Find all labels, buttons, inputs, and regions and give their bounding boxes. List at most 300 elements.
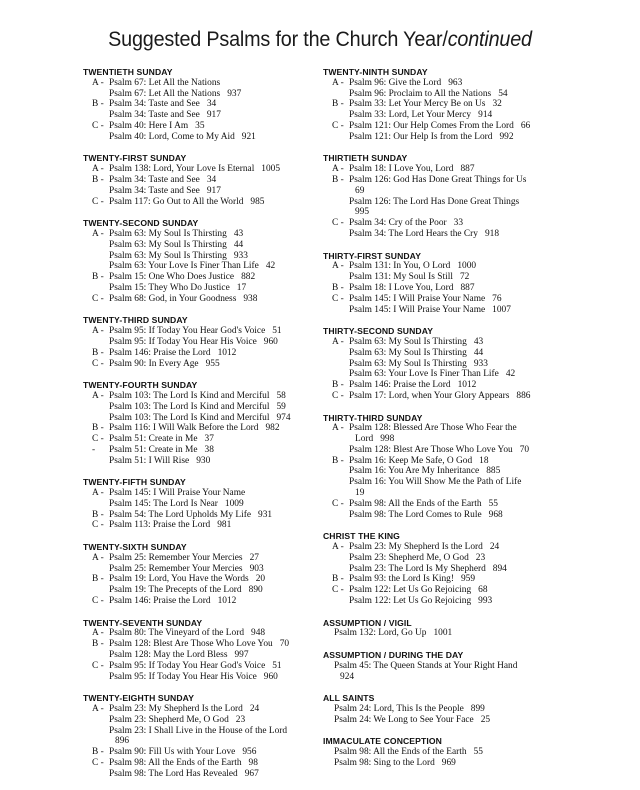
hymnal-number: 894: [492, 563, 507, 574]
section-twenty-fourth-sunday: [83, 380, 313, 466]
psalm-entry: [323, 574, 563, 585]
psalm-title: Psalm 25: Remember Your Mercies: [109, 563, 243, 574]
psalm-title: Psalm 98: All the Ends of the Earth: [334, 747, 467, 758]
psalm-title: Psalm 146: Praise the Lord: [109, 596, 211, 607]
section-twenty-second-sunday: [83, 218, 313, 304]
psalm-entry: [323, 661, 563, 683]
cycle-letter: C -: [92, 293, 104, 304]
section-thirty-third-sunday: [323, 413, 563, 521]
psalm-entry: [83, 726, 313, 748]
psalm-entry: [323, 359, 563, 370]
psalm-title: Psalm 63: My Soul Is Thirsting: [109, 250, 227, 261]
psalm-entry: [323, 89, 563, 100]
psalm-title-wrap: [349, 434, 563, 445]
psalm-title-continuation: Lord: [355, 434, 374, 445]
psalm-entry: [323, 542, 563, 553]
psalm-title: Psalm 131: In You, O Lord: [349, 261, 451, 272]
cycle-letter: A -: [92, 628, 104, 639]
psalm-title: Psalm 145: I Will Praise Your Name: [349, 293, 486, 304]
psalm-entry: [323, 466, 563, 477]
psalm-entry: [83, 348, 313, 359]
hymnal-number: 917: [206, 185, 221, 196]
psalm-title: Psalm 96: Proclaim to All the Nations: [349, 88, 492, 99]
hymnal-number: 933: [233, 250, 248, 261]
psalm-title: Psalm 67: Let All the Nations: [109, 77, 221, 88]
psalm-title: Psalm 63: My Soul Is Thirsting: [109, 239, 227, 250]
psalm-entry: [323, 132, 563, 143]
psalm-entry: [323, 477, 563, 499]
hymnal-number: 27: [249, 552, 259, 563]
hymnal-number: 956: [242, 747, 257, 758]
hymnal-number: 969: [441, 758, 456, 768]
hymnal-number: 55: [488, 498, 498, 509]
psalm-title: Psalm 146: Praise the Lord: [349, 380, 451, 391]
psalm-title: Psalm 63: My Soul Is Thirsting: [349, 358, 467, 369]
psalm-title: Psalm 146: Praise the Lord: [109, 347, 211, 358]
psalm-entry: [83, 488, 313, 499]
hymnal-number-wrap: 896: [115, 736, 130, 747]
psalm-entry: [83, 240, 313, 251]
psalm-entry: [323, 272, 563, 283]
hymnal-number: 70: [519, 444, 530, 455]
psalm-title: Psalm 63: Your Love Is Finer Than Life: [349, 369, 499, 380]
hymnal-number: 68: [478, 585, 488, 596]
hymnal-number: 25: [480, 714, 491, 725]
hymnal-number: 886: [516, 390, 531, 401]
hymnal-number: 933: [473, 358, 488, 369]
section-thirty-second-sunday: [323, 326, 563, 402]
psalm-entry: [323, 704, 563, 715]
psalm-title: Psalm 117: Go Out to All the World: [109, 196, 244, 207]
psalm-entry: [83, 78, 313, 89]
psalm-entry: [83, 672, 313, 683]
hymnal-number: 938: [243, 293, 258, 304]
psalm-title: Psalm 51: I Will Rise: [109, 455, 190, 466]
hymnal-number: 1012: [457, 380, 477, 391]
hymnal-number: 1001: [433, 628, 453, 639]
psalm-title: Psalm 25: Remember Your Mercies: [109, 552, 243, 563]
hymnal-number: 1007: [492, 304, 511, 315]
cycle-letter: A -: [92, 704, 104, 715]
cycle-letter: A -: [92, 390, 104, 401]
psalm-title: Psalm 18: I Love You, Lord: [349, 282, 454, 293]
cycle-letter: B -: [332, 282, 344, 293]
hymnal-number: 58: [276, 390, 286, 401]
hymnal-number: 997: [234, 650, 249, 661]
psalm-title: Psalm 34: The Lord Hears the Cry: [349, 228, 478, 239]
cycle-letter: B -: [92, 574, 104, 585]
psalm-title: Psalm 24: We Long to See Your Face: [334, 714, 474, 725]
psalm-entry: [323, 456, 563, 467]
psalm-entry: [323, 164, 563, 175]
cycle-letter: C -: [92, 196, 104, 207]
cycle-letter: C -: [92, 596, 104, 607]
hymnal-number: 982: [265, 423, 280, 434]
psalm-entry: [323, 283, 563, 294]
hymnal-number: 23: [475, 552, 486, 563]
right-column: [323, 67, 563, 780]
psalm-title: Psalm 80: The Vineyard of the Lord: [109, 628, 245, 639]
psalm-entry: [83, 499, 313, 510]
psalm-entry: [323, 445, 563, 456]
cycle-letter: C -: [332, 585, 344, 596]
cycle-letter: B -: [332, 99, 344, 110]
psalm-title: Psalm 23: My Shepherd Is the Lord: [109, 704, 243, 715]
hymnal-number: 42: [505, 369, 516, 380]
section-heading: THIRTY-SECOND SUNDAY: [323, 326, 434, 337]
psalm-entry: [83, 229, 313, 240]
psalm-title: Psalm 95: If Today You Hear God's Voice: [109, 660, 266, 671]
psalm-entry: [323, 585, 563, 596]
psalm-entry: [83, 423, 313, 434]
psalm-entry: [83, 186, 313, 197]
psalm-title: Psalm 122: Let Us Go Rejoicing: [349, 596, 472, 607]
cycle-letter: B -: [92, 747, 104, 758]
section-immaculate-conception: [323, 736, 563, 768]
psalm-title: Psalm 126: The Lord Has Done Great Things: [349, 196, 520, 207]
hymnal-number: 42: [265, 261, 276, 272]
cycle-letter: A -: [332, 542, 344, 553]
hymnal-number: 72: [459, 272, 470, 283]
psalm-title: Psalm 95: If Today You Hear His Voice: [109, 671, 257, 682]
psalm-title: Psalm 63: My Soul Is Thirsting: [349, 336, 467, 347]
hymnal-number: 981: [217, 520, 232, 531]
psalm-entry: [83, 294, 313, 305]
psalm-title: Psalm 51: Create in Me: [109, 434, 198, 445]
psalm-entry: [83, 445, 313, 456]
cycle-letter: B -: [92, 509, 104, 520]
cycle-letter: A -: [332, 164, 344, 175]
hymnal-number: 903: [249, 563, 264, 574]
psalm-entry: [323, 218, 563, 229]
section-heading: TWENTY-THIRD SUNDAY: [83, 315, 188, 326]
cycle-letter: C -: [92, 358, 104, 369]
hymnal-number: 882: [241, 272, 256, 283]
hymnal-number: 51: [272, 660, 282, 671]
psalm-entry: [323, 369, 563, 380]
section-heading: TWENTY-FIFTH SUNDAY: [83, 477, 186, 488]
section-all-saints: [323, 693, 563, 725]
psalm-title: Psalm 63: Your Love Is Finer Than Life: [109, 261, 259, 272]
hymnal-number: 931: [258, 509, 273, 520]
hymnal-number: 887: [460, 164, 475, 175]
section-heading: THIRTY-THIRD SUNDAY: [323, 412, 423, 423]
cycle-letter: C -: [92, 520, 104, 531]
hymnal-number: 917: [206, 110, 221, 121]
psalm-entry: [83, 520, 313, 531]
psalm-entry: [323, 229, 563, 240]
cycle-letter: A -: [92, 77, 104, 88]
psalm-title: Psalm 34: Taste and See: [109, 174, 200, 185]
psalm-title: Psalm 103: The Lord Is Kind and Merciful: [109, 390, 270, 401]
psalm-title: Psalm 15: They Who Do Justice: [109, 282, 230, 293]
psalm-title: Psalm 145: I Will Praise Your Name: [109, 488, 246, 499]
psalm-title: Psalm 40: Lord, Come to My Aid: [109, 131, 235, 142]
psalm-title: Psalm 23: Shepherd Me, O God: [109, 714, 229, 725]
psalm-title: Psalm 18: I Love You, Lord: [349, 164, 454, 175]
hymnal-number: 17: [236, 282, 247, 293]
psalm-entry: [83, 391, 313, 402]
hymnal-number-wrap: 924: [340, 671, 355, 682]
cycle-letter: A -: [332, 261, 344, 272]
hymnal-number: 993: [478, 596, 493, 607]
hymnal-number-wrap: 19: [355, 488, 365, 499]
psalm-title: Psalm 24: Lord, This Is the People: [334, 704, 464, 715]
psalm-entry: [83, 564, 313, 575]
cycle-letter: C -: [332, 120, 344, 131]
cycle-letter: B -: [92, 99, 104, 110]
hymnal-number: 1012: [217, 596, 237, 607]
psalm-entry: [83, 359, 313, 370]
psalm-entry: [323, 564, 563, 575]
section-heading: THIRTIETH SUNDAY: [323, 153, 408, 164]
hymnal-number: 32: [492, 99, 502, 110]
cycle-letter: B -: [92, 174, 104, 185]
cycle-letter: C -: [92, 758, 104, 768]
psalm-title: Psalm 23: Shepherd Me, O God: [349, 552, 469, 563]
cycle-letter: B -: [332, 455, 344, 466]
cycle-letter: B -: [332, 174, 344, 185]
psalm-entry: [323, 348, 563, 359]
hymnal-number: 20: [255, 574, 266, 585]
hymnal-number: 955: [205, 358, 220, 369]
psalm-entry: [83, 747, 313, 758]
section-thirty-first-sunday: [323, 251, 563, 316]
psalm-title: Psalm 95: If Today You Hear His Voice: [109, 336, 257, 347]
psalm-entry: [323, 423, 563, 445]
section-heading: TWENTY-SEVENTH SUNDAY: [83, 617, 203, 628]
section-heading: TWENTY-FIRST SUNDAY: [83, 153, 187, 164]
psalm-title: Psalm 90: In Every Age: [109, 358, 199, 369]
psalm-entry: [83, 326, 313, 337]
hymnal-number: 885: [486, 466, 501, 477]
section-heading: TWENTY-EIGHTH SUNDAY: [83, 693, 195, 704]
psalm-title: Psalm 122: Let Us Go Rejoicing: [349, 585, 472, 596]
psalm-title: Psalm 95: If Today You Hear God's Voice: [109, 326, 266, 337]
page-title-continued: continued: [447, 27, 532, 51]
cycle-letter: B -: [92, 423, 104, 434]
psalm-title: Psalm 98: The Lord Has Revealed: [109, 768, 238, 779]
psalm-entry: [323, 110, 563, 121]
psalm-entry: [83, 337, 313, 348]
cycle-letter: B -: [92, 639, 104, 650]
psalm-entry: [83, 89, 313, 100]
psalm-entry: [323, 391, 563, 402]
section-heading: TWENTY-NINTH SUNDAY: [323, 67, 428, 77]
section-assumption-during-the-day: [323, 650, 563, 682]
hymnal-number: 66: [520, 120, 531, 131]
psalm-entry: [323, 715, 563, 726]
cycle-letter: A -: [332, 423, 344, 434]
psalm-entry: [83, 704, 313, 715]
psalm-entry: [323, 596, 563, 607]
psalm-title: Psalm 34: Taste and See: [109, 110, 200, 121]
psalm-title: Psalm 23: The Lord Is My Shepherd: [349, 563, 486, 574]
cycle-letter: A -: [332, 77, 344, 88]
psalm-entry: [323, 628, 563, 639]
hymnal-number: 23: [235, 714, 246, 725]
section-twenty-third-sunday: [83, 315, 313, 369]
cycle-letter: B -: [332, 380, 344, 391]
psalm-title: Psalm 132: Lord, Go Up: [334, 628, 427, 639]
psalm-title: Psalm 67: Let All the Nations: [109, 88, 221, 99]
psalm-title: Psalm 16: You Will Show Me the Path of Life: [349, 477, 522, 488]
section-twenty-fifth-sunday: [83, 477, 313, 531]
section-heading: TWENTIETH SUNDAY: [83, 67, 173, 77]
hymnal-number: 921: [241, 131, 256, 142]
psalm-title: Psalm 145: The Lord Is Near: [109, 498, 218, 509]
psalm-title: Psalm 68: God, in Your Goodness: [109, 293, 237, 304]
hymnal-number: 887: [460, 282, 475, 293]
psalm-entry: [323, 499, 563, 510]
psalm-title: Psalm 19: The Precepts of the Lord: [109, 585, 242, 596]
psalm-entry: [83, 510, 313, 521]
psalm-title: Psalm 63: My Soul Is Thirsting: [109, 228, 227, 239]
section-twenty-seventh-sunday: [83, 618, 313, 683]
hymnal-number: 54: [498, 88, 508, 99]
psalm-entry: [83, 251, 313, 262]
hymnal-number: 960: [263, 671, 278, 682]
hymnal-number: 43: [473, 336, 484, 347]
section-twenty-ninth-sunday: [323, 67, 563, 143]
hymnal-number: 51: [272, 326, 282, 337]
hymnal-number: 1012: [217, 347, 237, 358]
psalm-entry: [323, 78, 563, 89]
hymnal-number: 38: [204, 444, 214, 455]
psalm-title: Psalm 23: I Shall Live in the House of the Lord: [109, 725, 288, 736]
psalm-entry: [83, 283, 313, 294]
cycle-letter: C -: [92, 120, 104, 131]
psalm-title: Psalm 17: Lord, when Your Glory Appears: [349, 390, 510, 401]
hymnal-number: 998: [380, 434, 395, 445]
section-heading: CHRIST THE KING: [323, 531, 400, 542]
section-heading: ALL SAINTS: [323, 693, 375, 704]
hymnal-number: 918: [484, 228, 500, 239]
psalm-entry: [323, 121, 563, 132]
hymnal-number: 1005: [261, 164, 281, 175]
section-heading: THIRTY-FIRST SUNDAY: [323, 250, 422, 261]
hymnal-number-wrap: 995: [355, 207, 370, 218]
psalm-title: Psalm 16: Keep Me Safe, O God: [349, 455, 473, 466]
psalm-title: Psalm 103: The Lord Is Kind and Merciful: [109, 401, 270, 412]
psalm-title: Psalm 16: You Are My Inheritance: [349, 466, 480, 477]
psalm-title: Psalm 63: My Soul Is Thirsting: [349, 347, 467, 358]
psalm-title: Psalm 45: The Queen Stands at Your Right Hand: [334, 660, 518, 671]
hymnal-number: 44: [473, 347, 484, 358]
psalm-title: Psalm 19: Lord, You Have the Words: [109, 574, 249, 585]
hymnal-number: 960: [263, 336, 278, 347]
cycle-letter: A -: [92, 488, 104, 499]
hymnal-number: 937: [227, 88, 242, 99]
hymnal-number: 44: [233, 239, 244, 250]
psalm-entry: [323, 305, 563, 316]
hymnal-number: 34: [206, 174, 217, 185]
cycle-letter: C -: [332, 390, 344, 401]
hymnal-number: 959: [460, 574, 476, 585]
psalm-title: Psalm 121: Our Help Comes From the Lord: [349, 120, 514, 131]
psalm-entry: [83, 272, 313, 283]
section-heading: TWENTY-FOURTH SUNDAY: [83, 380, 198, 391]
section-twentieth-sunday: [83, 67, 313, 143]
psalm-entry: [83, 121, 313, 132]
psalm-entry: [83, 164, 313, 175]
hymnal-number-wrap: 69: [355, 185, 365, 196]
psalm-title: Psalm 33: Lord, Let Your Mercy: [349, 110, 472, 121]
cycle-letter: A -: [332, 336, 344, 347]
psalm-entry: [83, 661, 313, 672]
psalm-entry: [323, 294, 563, 305]
psalm-title: Psalm 93: the Lord Is King!: [349, 574, 454, 585]
hymnal-number: 899: [470, 704, 485, 715]
psalm-title: Psalm 40: Here I Am: [109, 120, 189, 131]
psalm-title: Psalm 90: Fill Us with Your Love: [109, 747, 236, 758]
psalm-title: Psalm 54: The Lord Upholds My Life: [109, 509, 252, 520]
section-twenty-sixth-sunday: [83, 542, 313, 607]
cycle-letter: A -: [92, 326, 104, 337]
psalm-entry: [323, 380, 563, 391]
cycle-letter: A -: [92, 164, 104, 175]
psalm-entry: [83, 758, 313, 769]
psalm-entry: [83, 585, 313, 596]
psalm-entry: [323, 553, 563, 564]
psalm-title: Psalm 128: May the Lord Bless: [109, 650, 228, 661]
psalm-entry: [83, 596, 313, 607]
psalm-entry: [323, 510, 563, 521]
psalm-title: Psalm 126: God Has Done Great Things for Us: [349, 174, 527, 185]
psalm-entry: [83, 413, 313, 424]
section-heading: ASSUMPTION / VIGIL: [323, 617, 412, 628]
psalm-title: Psalm 116: I Will Walk Before the Lord: [109, 423, 259, 434]
psalm-title: Psalm 51: Create in Me: [109, 444, 198, 455]
psalm-entry: [83, 574, 313, 585]
cycle-letter: A -: [92, 228, 104, 239]
psalm-title: Psalm 33: Let Your Mercy Be on Us: [349, 99, 486, 110]
psalm-entry: [83, 553, 313, 564]
psalm-entry: [83, 769, 313, 780]
psalm-entry: [83, 715, 313, 726]
hymnal-number: 930: [196, 455, 211, 466]
psalm-entry: [83, 175, 313, 186]
cycle-letter: B -: [332, 574, 344, 585]
hymnal-number: 1000: [457, 261, 477, 272]
psalm-title: Psalm 128: Blest Are Those Who Love You: [109, 639, 273, 650]
section-heading: TWENTY-SECOND SUNDAY: [83, 218, 199, 229]
cycle-letter: C -: [332, 498, 344, 509]
hymnal-number: 992: [499, 131, 514, 142]
psalm-title: Psalm 103: The Lord Is Kind and Merciful: [109, 412, 270, 423]
psalm-entry: [323, 747, 563, 758]
psalm-title: Psalm 113: Praise the Lord: [109, 520, 211, 531]
hymnal-number: 1009: [224, 498, 244, 509]
hymnal-number: 34: [206, 99, 217, 110]
cycle-letter: C -: [332, 293, 344, 304]
section-twenty-eighth-sunday: [83, 693, 313, 779]
psalm-title: Psalm 96: Give the Lord: [349, 77, 442, 88]
psalm-entry: [323, 337, 563, 348]
cycle-letter: C -: [92, 660, 104, 671]
section-heading: TWENTY-SIXTH SUNDAY: [83, 542, 187, 553]
psalm-entry: [83, 261, 313, 272]
hymnal-number: 914: [478, 110, 493, 121]
hymnal-number: 948: [251, 628, 266, 639]
psalm-title: Psalm 138: Lord, Your Love Is Eternal: [109, 164, 255, 175]
hymnal-number: 985: [250, 196, 265, 207]
hymnal-number: 33: [453, 218, 464, 229]
cycle-letter: C -: [92, 434, 104, 445]
cycle-letter: C -: [332, 218, 344, 229]
psalm-title: Psalm 23: My Shepherd Is the Lord: [349, 542, 483, 553]
hymnal-number: 98: [248, 758, 258, 768]
